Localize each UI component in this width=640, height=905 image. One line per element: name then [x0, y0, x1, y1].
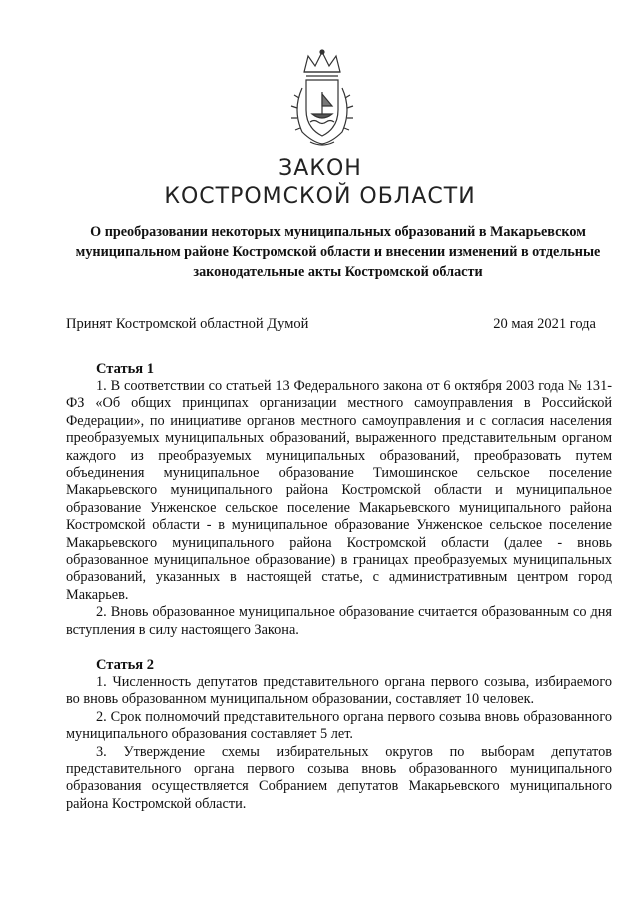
article-2-paragraph-3: 3. Утверждение схемы избирательных округов по выборам депутатов представительного органа первого созыва вновь образованного муниципального образования осуществляется Собранием депутатов Макарьевского муниципального района Костромской области. — [66, 743, 612, 812]
kostroma-coat-of-arms-icon — [282, 48, 362, 148]
adopted-by: Принят Костромской областной Думой — [66, 316, 309, 332]
article-2-paragraph-1: 1. Численность депутатов представительного органа первого созыва, избираемого во вновь образованном муниципальном образовании, составляет 10 человек. — [66, 674, 612, 708]
adoption-date: 20 мая 2021 года — [493, 316, 596, 332]
law-region-title: КОСТРОМСКОЙ ОБЛАСТИ — [164, 184, 476, 209]
law-title: ЗАКОН — [278, 156, 362, 181]
article-1-body — [66, 378, 612, 639]
article-1-paragraph-1: 1. В соответствии со статьей 13 Федерального закона от 6 октября 2003 года № 131-ФЗ «Об общих принципах организации местного самоуправления в Российской Федерации», по инициативе органов местного самоуправления и с согласия населения преобразуемых муниципальных образований, выраженного представительным органом каждого из преобразуемых муниципальных образований, преобразовать путем объединения муниципальное образование Тимошинское сельское поселение Макарьевского муниципального района Костромской области и муниципальное образование Унженское сельское поселение Макарьевского муниципального района Костромской области - в муниципальное образование Унженское сельское поселение Макарьевского муниципального района Костромской области (далее - вновь образованное муниципальное образование) в границах преобразуемых муниципальных образований, указанных в настоящей статье, с административным центром город Макарьев. — [66, 378, 612, 603]
article-1-paragraph-2: 2. Вновь образованное муниципальное образование считается образованным со дня вступления в силу настоящего Закона. — [66, 604, 612, 638]
law-subject: О преобразовании некоторых муниципальных образований в Макарьевском муниципальном районе Костромской области и внесении изменений в отдельные законодательные акты Костромской области — [75, 224, 601, 280]
article-2-body — [66, 674, 612, 813]
article-2-paragraph-2: 2. Срок полномочий представительного органа первого созыва вновь образованного муниципального образования составляет 5 лет. — [66, 708, 612, 743]
article-1-heading: Статья 1 — [96, 361, 154, 377]
article-2-heading: Статья 2 — [96, 657, 154, 673]
